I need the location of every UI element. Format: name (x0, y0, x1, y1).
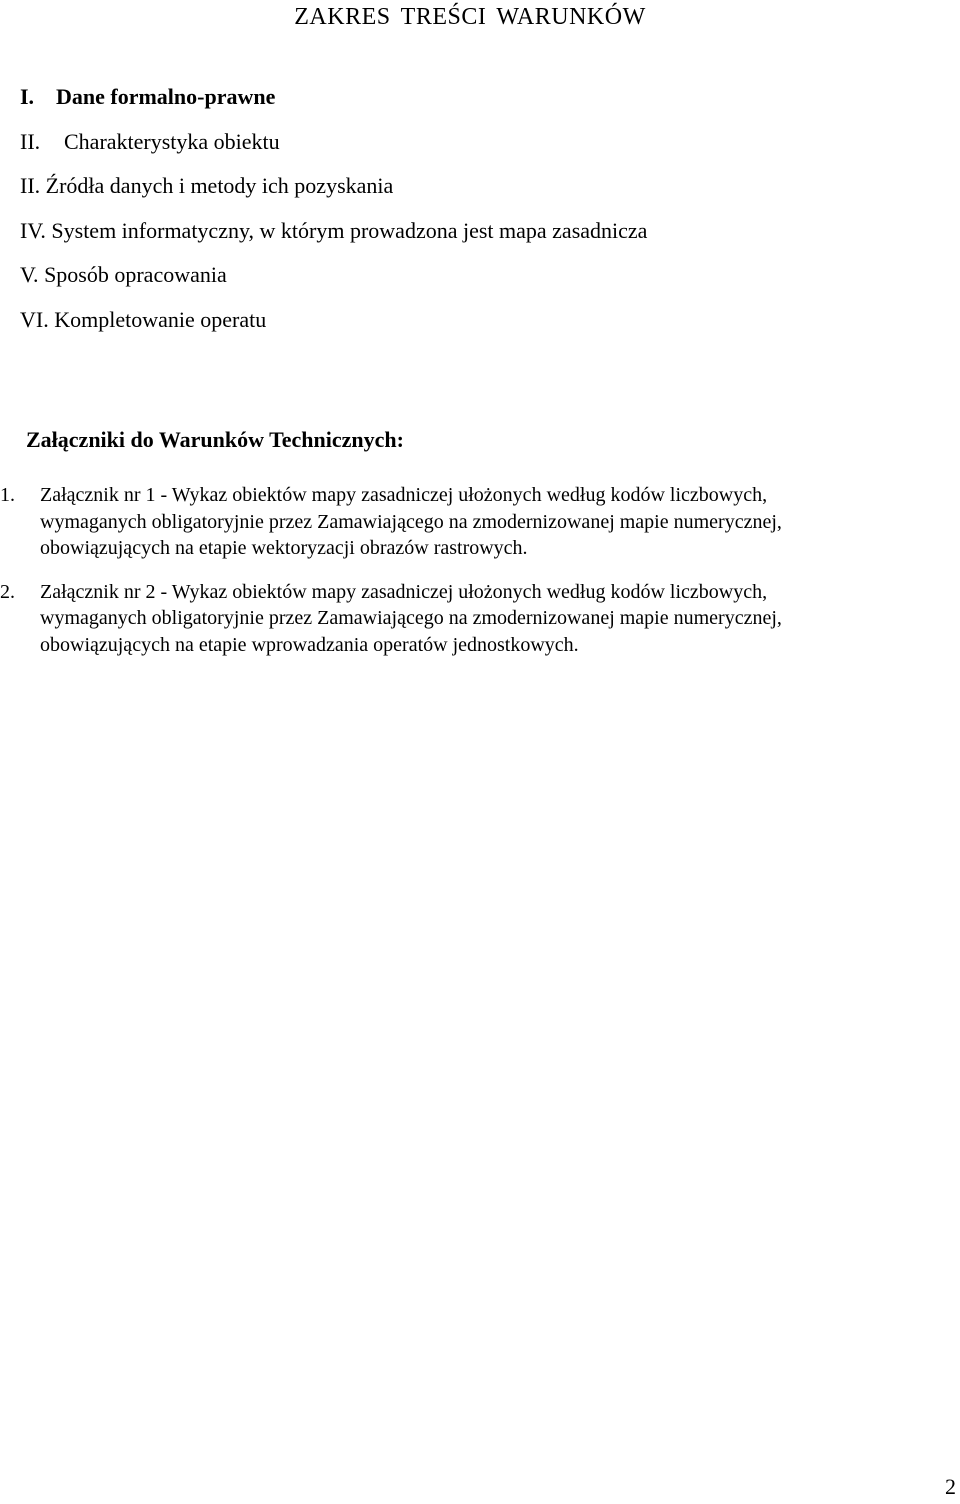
attachment-item-1 (0, 482, 940, 562)
attachment-line: wymaganych obligatoryjnie przez Zamawiającego na zmodernizowanej mapie numerycznej, (40, 607, 782, 629)
attachment-number: 1. (0, 484, 15, 506)
toc-item-text: Sposób opracowania (44, 262, 227, 288)
attachment-line: Załącznik nr 2 - Wykaz obiektów mapy zasadniczej ułożonych według kodów liczbowych, (40, 580, 768, 603)
toc-item-zrodla-danych (20, 171, 647, 201)
attachment-line: obowiązujących na etapie wprowadzania operatów jednostkowych. (40, 633, 579, 656)
toc-item-number: II. (20, 128, 41, 154)
attachment-item-2 (0, 579, 940, 659)
toc-item-text: Dane formalno-prawne (56, 84, 276, 109)
page-number: 2 (945, 1474, 956, 1499)
toc-item-text: System informatyczny, w którym prowadzona jest mapa zasadnicza (51, 217, 648, 243)
toc-item-number: V. (20, 262, 39, 288)
attachment-number: 2. (0, 580, 15, 603)
toc-item-number: VI. (20, 306, 49, 332)
table-of-contents (20, 82, 647, 350)
attachment-line: wymaganych obligatoryjnie przez Zamawiającego na zmodernizowanej mapie numerycznej, (40, 510, 782, 533)
toc-item-system-informatyczny (20, 216, 647, 246)
toc-item-charakterystyka-obiektu (20, 127, 647, 157)
toc-item-number: II. (20, 173, 41, 199)
toc-item-dane-formalno-prawne (20, 82, 647, 112)
toc-item-text: Źródła danych i metody ich pozyskania (45, 173, 394, 199)
toc-item-number: I. (20, 84, 35, 109)
attachments-heading: Załączniki do Warunków Technicznych: (26, 427, 404, 452)
attachment-line: obowiązujących na etapie wektoryzacji obrazów rastrowych. (40, 537, 528, 559)
toc-item-text: Charakterystyka obiektu (64, 128, 280, 154)
attachment-line: Załącznik nr 1 - Wykaz obiektów mapy zasadniczej ułożonych według kodów liczbowych, (40, 484, 768, 506)
toc-item-sposob-opracowania (20, 260, 647, 290)
toc-item-number: IV. (20, 217, 46, 243)
page-title: ZAKRES TREŚCI WARUNKÓW (294, 4, 646, 30)
attachments-list (0, 482, 940, 675)
toc-item-text: Kompletowanie operatu (54, 306, 267, 332)
toc-item-kompletowanie-operatu (20, 305, 647, 335)
